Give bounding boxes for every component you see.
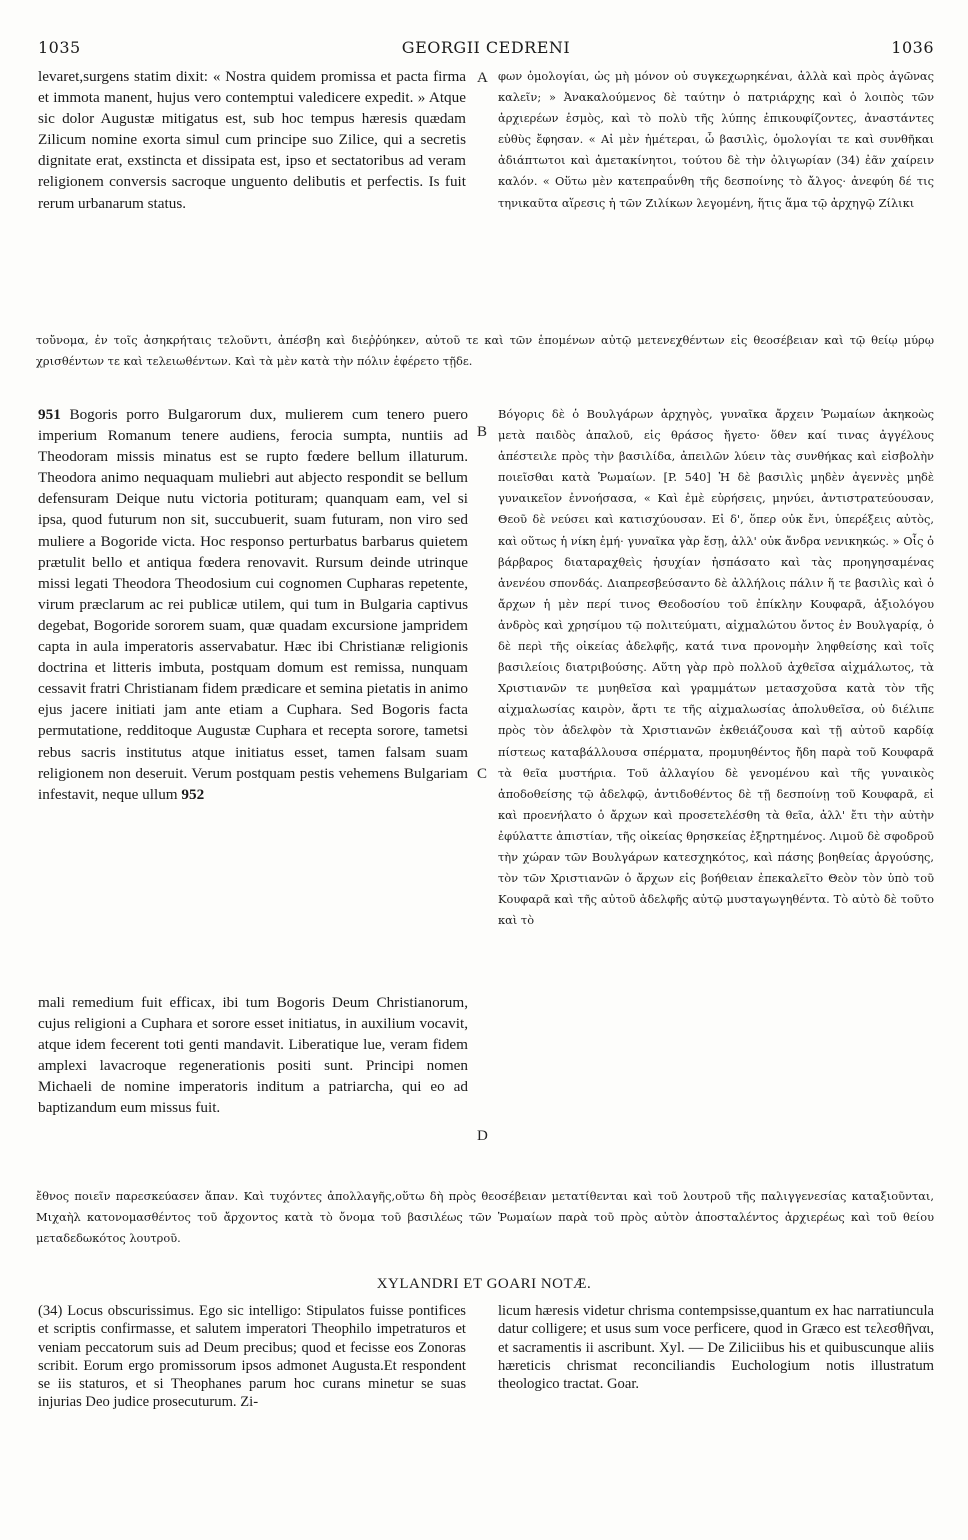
page-number-right: 1036 bbox=[891, 38, 934, 57]
section-number-952: 952 bbox=[181, 785, 205, 803]
margin-marker-c: C bbox=[477, 766, 488, 782]
greek-column-2: Βόγορις δὲ ὁ Βουλγάρων ἀρχηγὸς, γυναῖκα ἄρχειν Ῥωμαίων ἀκηκοὼς μετὰ παιδὸς ἁπαλοῦ, εἰς θράσος ἤγετο· ὅθεν καί τινας ἀγγέλους ἀπέστειλε πρὸς τὴν βασιλίδα, ἀπειλῶν λύειν τὰς συνθήκας καὶ εἰσβολὴν ποιεῖσθαι κατὰ Ῥωμαίων. [P. 540] Ἡ δὲ βασιλὶς μηδὲν ἀγεννὲς μηδὲ γυναικεῖον ἐννοήσασα, « Καὶ ἐμὲ εὑρήσεις, μηνύει, ἀντιστρατεύουσαν, Θεοῦ δὲ νεύσει καὶ κατισχύουσαν. Εἰ δ', ὅπερ οὐκ ἔνι, ὑπερέξεις αὐτὸς, καὶ οὕτως ἡ νίκη ἐμή· γυναῖκα γὰρ ἔσῃ, ἀλλ' οὐκ ἄνδρα νενικηκώς. » Οἷς ὁ βάρβαρος διαταραχθεὶς ἡσυχίαν ἠσπάσατο καὶ τὰς προηγησαμένας ἀνενέου σπονδάς. Διαπρεσβεύσαντο δὲ ἀλλήλοις πάλιν ἥ τε βασιλὶς καὶ ὁ ἄρχων ἡ μὲν περί τινος Θεοδοσίου τοῦ ἐπίκλην Κουφαρᾶ, ἀξιολόγου ἀνδρὸς καὶ χρησίμου τῷ πολιτεύματι, αἰχμαλώτου ὄντος ἐν Βουλγαρίᾳ, ὁ δὲ περὶ τῆς οἰκείας ἀδελφῆς, κατά τινα προνομὴν ληφθείσης καὶ τοῖς βασιλείοις διατριβούσης. Αὕτη γὰρ πρὸ πολλοῦ ἀχθεῖσα αἰχμάλωτος, τὰ Χριστιανῶν τε μυηθεῖσα καὶ γραμμάτων μετασχοῦσα κατὰ τὸν τῆς αἰχμαλωσίας καιρὸν, ἄρτι τε τῆς αἰχμαλωσίας ἀπολυθεῖσα, οὐ διέλιπε πρὸς τὸν ἀδελφὸν τὰ Χριστιανῶν ἐκθειάζουσα καὶ τῇ αὐτοῦ καρδίᾳ πίστεως καταβάλλουσα σπέρματα, προμυηθέντος ἤδη παρὰ τοῦ Κουφαρᾶ τὰ θεῖα μυστήρια. Τοῦ ἀλλαγίου δὲ γενομένου καὶ τῆς γυναικὸς ἀποδοθείσης τῷ ἀδελφῷ, ἀντιδοθέντος δὲ τῇ δεσποίνῃ τοῦ Κουφαρᾶ, εἰ καὶ προενήλατο ὁ ἄρχων καὶ προσετελέσθη τὰ θεῖα, ἀλλ' ἔτι τὴν αὐτὴν ἐφύλαττε ἀπιστίαν, τῆς οἰκείας θρησκείας ἐξηρτημένος. Λιμοῦ δὲ σφοδροῦ τὴν χώραν τῶν Βουλγάρων κατεσχηκότος, καὶ πάσης βοηθείας ἀργούσης, τὸν τῶν Χριστιανῶν ὁ ἄρχων εἰς βοήθειαν ἐπεκαλεῖτο Θεὸν τὸν ὑπὸ τοῦ Κουφαρᾶ καὶ τῆς αὐτοῦ ἀδελφῆς αὐτῷ μυσταγωγηθέντα. Τὸ αὐτὸ δὲ τοῦτο καὶ τὸ bbox=[498, 407, 934, 928]
latin-column-2 bbox=[38, 404, 468, 976]
margin-marker-b: B bbox=[477, 424, 488, 440]
latin-text-2a: Bogoris porro Bulgarorum dux, mulierem cum tenero puero imperium Romanum tenere audiens, ferocia sumpta, nuntiis ad Theodoram missis minatus est se rupto fœdere bellum illaturum. Theodora animo nequaquam muliebri aut abjecto respondit se bellum defensuram Deique nutu victoria potituram; quanquam eam, vel si ipsa, quod futurum non sit, succubuerit, suam futuram, non viro sed muliere a Bogoride victa. Hoc responso perturbatus barbarus quietem prætulit bello et antiqua fœdera renovavit. Rursum deinde utrinque missi legati Theodora Theodosium cui cognomen Cupharas repetente, virum præclarum ac rei publicæ utilem, qui tum in Bulgaria captivus degebat, Bogoride sororem suam, quæ quadam excursione jampridem capta in aula imperatoris asservabatur. Hæc ibi Christianæ religionis doctrina et litteris imbuta, postquam domum est remissa, nunquam cessavit fratri Christianam fidem prædicare et semina pietatis in animo ejus jacere initiati jam ante etiam a Cuphara. Sed Bogoris facta permutatione, redditoque Augustæ Cuphara et recepta sorore, tametsi rebus sacris institutus atque initiatus esset, tamen falsam suam religionem non deseruit. Verum postquam pestis vehemens Bulgariam infestavit, neque ullum bbox=[38, 406, 468, 803]
latin-column-2b: mali remedium fuit efficax, ibi tum Bogoris Deum Christianorum, cujus religioni a Cuphara et sorore esset initiatus, in auxilium vocavit, atque idem fecerent toti genti mandavit. Liberatique lue, veram fidem amplexi lavacroque regenerationis positi sunt. Principi nomen Michaeli de nomine imperatoris inditum a patriarcha, qui eo ad baptizandum eum missus fuit. bbox=[38, 994, 468, 1117]
latin-column-1: levaret,surgens statim dixit: « Nostra quidem promissa et pacta firma et immota manent, hujus vero contemptui valedicere expedit. » Atque sic dolor Augustæ mitigatus est, sub hoc tempus hæresis quædam Zilicum nomine exorta simul cum principe suo Zilice, qui a secretis dignitate erat, exstincta et dissipata est, ipso et sectatoribus ad veram religionem conversis sacroque unguento delibutis et perfectis. Is fuit rerum urbanarum status. bbox=[38, 68, 466, 212]
page-header bbox=[38, 30, 934, 60]
greek-continuation-1: τοὔνομα, ἐν τοῖς ἀσηκρήταις τελοῦντι, ἀπέσβη καὶ διεῤῥύηκεν, αὐτοῦ τε καὶ τῶν ἑπομένων αὐτῷ μετενεχθέντων εἰς θεοσέβειαν καὶ τῷ θείῳ μύρῳ χρισθέντων τε καὶ τελειωθέντων. Καὶ τὰ μὲν κατὰ τὴν πόλιν ἐφέρετο τῇδε. bbox=[36, 333, 934, 369]
note-right-column: licum hæresis videtur chrisma contempsisse,quantum ex hac narratiuncula datur colligere; et usus sum voce perficere, quod in Græco est τελεσθῆναι, et sacramentis ii ascribunt. Xyl. — De Ziliciibus his et quibuscunque aliis hæreticis chrismat reconciliandis Euchologium notis illustratum theologico tractat. Goar. bbox=[498, 1303, 934, 1393]
greek-column-1: φων ὁμολογίαι, ὡς μὴ μόνον οὐ συγκεχωρηκέναι, ἀλλὰ καὶ πρὸς ἀγῶνας καλεῖν; » Ἀνακαλούμενος δὲ ταύτην ὁ πατριάρχης καὶ ὁ λοιπὸς τῶν ἀρχιερέων ἑσμὸς, καὶ τὸ πολὺ τῆς λύπης ἐπικουφίζοντες, ἀναστάντες εὐθὺς ἔφησαν. « Αἱ μὲν ἡμέτεραι, ὦ βασιλὶς, ὁμολογίαι τε καὶ συνθῆκαι ἀδιάπτωτοι καὶ ἀμετακίνητοι, τούτου δὲ τὴν ὀλιγωρίαν (34) ἐᾶν χαίρειν καλόν. « Οὕτω μὲν κατεπραΰνθη τῆς δεσποίνης τὸ ἄλγος· ἀνεφύη δέ τις τηνικαῦτα αἵρεσις ἡ τῶν Ζιλίκων λεγομένη, ἥτις ἅμα τῷ ἀρχηγῷ Ζίλικι bbox=[498, 69, 934, 210]
greek-continuation-2: ἔθνος ποιεῖν παρεσκεύασεν ἅπαν. Καὶ τυχόντες ἀπολλαγῆς,οὕτω δὴ πρὸς θεοσέβειαν μετατίθενται καὶ τοῦ λουτροῦ τῆς παλιγγενεσίας καταξιοῦνται, Μιχαὴλ κατονομασθέντος τοῦ ἄρχοντος κατὰ τὸ ὄνομα τοῦ βασιλέως τῶν Ῥωμαίων παρὰ τοῦ πρὸς αὐτὸν ἀποσταλέντος ἀρχιερέως καὶ τοῦ θείου μεταδεδωκότος λουτροῦ. bbox=[36, 1189, 934, 1246]
notes-title: XYLANDRI ET GOARI NOTÆ. bbox=[376, 1276, 592, 1292]
section-number-951: 951 bbox=[38, 406, 61, 423]
page-number-left: 1035 bbox=[38, 38, 81, 57]
running-title: GEORGII CEDRENI bbox=[401, 38, 571, 57]
note-left-column: (34) Locus obscurissimus. Ego sic intelligo: Stipulatos fuisse pontifices et scriptis confirmasse, et salutem imperatori Theophilo impetraturos et veniam peccatorum suis ad Deum precibus; quod et fecisse eos Zonoras scribit. Eorum ergo promissorum ipsos admonet Augusta.Et respondent se iis staturos, et si Theophanes parum hoc curans minetur se suas injurias Deo judice prosecuturum. Zi- bbox=[38, 1303, 466, 1411]
margin-marker-a: A bbox=[477, 70, 488, 86]
margin-marker-d: D bbox=[477, 1128, 488, 1144]
